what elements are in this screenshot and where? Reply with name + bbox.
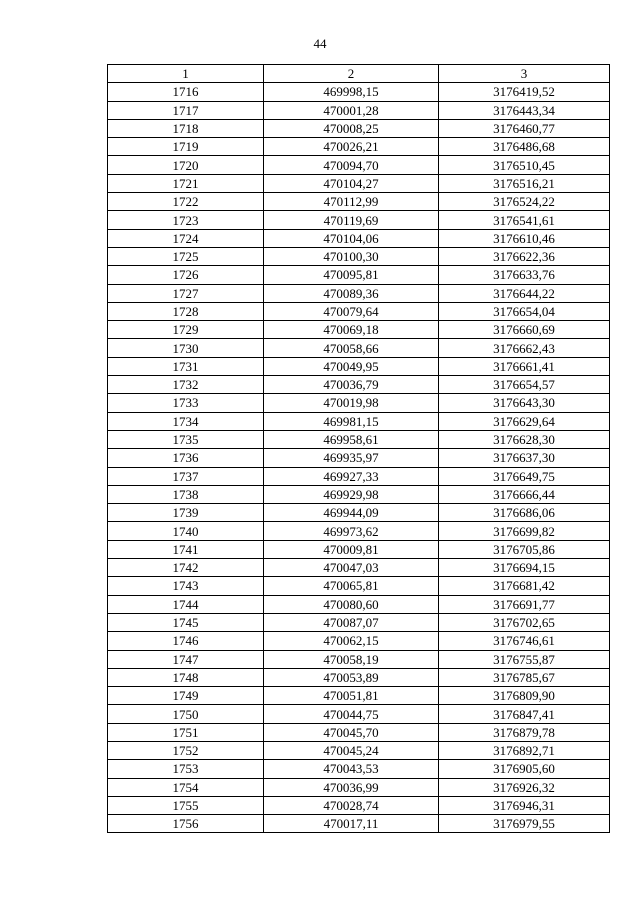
x-coordinate-cell: 470049,95 [264, 357, 439, 375]
y-coordinate-cell: 3176691,77 [439, 595, 610, 613]
x-coordinate-cell: 470119,69 [264, 211, 439, 229]
table-row [108, 284, 610, 302]
table-row [108, 266, 610, 284]
x-coordinate-cell: 469981,15 [264, 412, 439, 430]
table-row [108, 83, 610, 101]
point-number-cell: 1750 [108, 705, 264, 723]
point-number-cell: 1724 [108, 229, 264, 247]
point-number-cell: 1730 [108, 339, 264, 357]
y-coordinate-cell: 3176510,45 [439, 156, 610, 174]
x-coordinate-cell: 470028,74 [264, 796, 439, 814]
point-number-cell: 1744 [108, 595, 264, 613]
table-row [108, 119, 610, 137]
point-number-cell: 1736 [108, 449, 264, 467]
y-coordinate-cell: 3176644,22 [439, 284, 610, 302]
point-number-cell: 1723 [108, 211, 264, 229]
table-row [108, 632, 610, 650]
point-number-cell: 1718 [108, 119, 264, 137]
table-row [108, 302, 610, 320]
table-row [108, 522, 610, 540]
table-row [108, 101, 610, 119]
table-row [108, 412, 610, 430]
page-number: 44 [313, 36, 327, 51]
table-row [108, 211, 610, 229]
y-coordinate-cell: 3176443,34 [439, 101, 610, 119]
y-coordinate-cell: 3176662,43 [439, 339, 610, 357]
table-row [108, 504, 610, 522]
point-number-cell: 1726 [108, 266, 264, 284]
coordinates-table [107, 64, 610, 833]
y-coordinate-cell: 3176681,42 [439, 577, 610, 595]
y-coordinate-cell: 3176702,65 [439, 613, 610, 631]
x-coordinate-cell: 470079,64 [264, 302, 439, 320]
x-coordinate-cell: 470019,98 [264, 394, 439, 412]
y-coordinate-cell: 3176661,41 [439, 357, 610, 375]
column-header-3: 3 [439, 65, 610, 83]
table-row [108, 815, 610, 833]
y-coordinate-cell: 3176755,87 [439, 650, 610, 668]
y-coordinate-cell: 3176705,86 [439, 540, 610, 558]
y-coordinate-cell: 3176694,15 [439, 559, 610, 577]
point-number-cell: 1743 [108, 577, 264, 595]
y-coordinate-cell: 3176946,31 [439, 796, 610, 814]
point-number-cell: 1731 [108, 357, 264, 375]
point-number-cell: 1733 [108, 394, 264, 412]
table-row [108, 394, 610, 412]
table-row [108, 467, 610, 485]
point-number-cell: 1753 [108, 760, 264, 778]
table-row [108, 321, 610, 339]
y-coordinate-cell: 3176654,04 [439, 302, 610, 320]
x-coordinate-cell: 470017,11 [264, 815, 439, 833]
point-number-cell: 1751 [108, 723, 264, 741]
table-row [108, 796, 610, 814]
table-row [108, 193, 610, 211]
table-row [108, 449, 610, 467]
table-header [108, 65, 610, 83]
table-row [108, 430, 610, 448]
y-coordinate-cell: 3176686,06 [439, 504, 610, 522]
point-number-cell: 1746 [108, 632, 264, 650]
x-coordinate-cell: 470053,89 [264, 668, 439, 686]
table-row [108, 595, 610, 613]
y-coordinate-cell: 3176649,75 [439, 467, 610, 485]
x-coordinate-cell: 470009,81 [264, 540, 439, 558]
x-coordinate-cell: 470104,27 [264, 174, 439, 192]
y-coordinate-cell: 3176809,90 [439, 687, 610, 705]
x-coordinate-cell: 470087,07 [264, 613, 439, 631]
table-row [108, 540, 610, 558]
y-coordinate-cell: 3176637,30 [439, 449, 610, 467]
x-coordinate-cell: 469998,15 [264, 83, 439, 101]
x-coordinate-cell: 469973,62 [264, 522, 439, 540]
x-coordinate-cell: 470080,60 [264, 595, 439, 613]
y-coordinate-cell: 3176486,68 [439, 138, 610, 156]
point-number-cell: 1727 [108, 284, 264, 302]
y-coordinate-cell: 3176660,69 [439, 321, 610, 339]
table-row [108, 156, 610, 174]
point-number-cell: 1719 [108, 138, 264, 156]
x-coordinate-cell: 470043,53 [264, 760, 439, 778]
x-coordinate-cell: 470065,81 [264, 577, 439, 595]
point-number-cell: 1722 [108, 193, 264, 211]
x-coordinate-cell: 470036,79 [264, 376, 439, 394]
y-coordinate-cell: 3176419,52 [439, 83, 610, 101]
point-number-cell: 1738 [108, 485, 264, 503]
table-row [108, 760, 610, 778]
x-coordinate-cell: 469927,33 [264, 467, 439, 485]
table-row [108, 339, 610, 357]
y-coordinate-cell: 3176979,55 [439, 815, 610, 833]
y-coordinate-cell: 3176516,21 [439, 174, 610, 192]
point-number-cell: 1732 [108, 376, 264, 394]
y-coordinate-cell: 3176699,82 [439, 522, 610, 540]
x-coordinate-cell: 470036,99 [264, 778, 439, 796]
table-row [108, 705, 610, 723]
x-coordinate-cell: 470104,06 [264, 229, 439, 247]
point-number-cell: 1756 [108, 815, 264, 833]
point-number-cell: 1748 [108, 668, 264, 686]
table-row [108, 485, 610, 503]
table-row [108, 577, 610, 595]
x-coordinate-cell: 470045,24 [264, 741, 439, 759]
x-coordinate-cell: 470001,28 [264, 101, 439, 119]
table-row [108, 741, 610, 759]
y-coordinate-cell: 3176524,22 [439, 193, 610, 211]
x-coordinate-cell: 469944,09 [264, 504, 439, 522]
y-coordinate-cell: 3176460,77 [439, 119, 610, 137]
x-coordinate-cell: 470089,36 [264, 284, 439, 302]
column-header-1: 1 [108, 65, 264, 83]
y-coordinate-cell: 3176847,41 [439, 705, 610, 723]
y-coordinate-cell: 3176666,44 [439, 485, 610, 503]
table-row [108, 559, 610, 577]
table-row [108, 376, 610, 394]
x-coordinate-cell: 470044,75 [264, 705, 439, 723]
y-coordinate-cell: 3176643,30 [439, 394, 610, 412]
y-coordinate-cell: 3176879,78 [439, 723, 610, 741]
y-coordinate-cell: 3176628,30 [439, 430, 610, 448]
y-coordinate-cell: 3176654,57 [439, 376, 610, 394]
x-coordinate-cell: 470094,70 [264, 156, 439, 174]
header-row [108, 65, 610, 83]
point-number-cell: 1725 [108, 247, 264, 265]
point-number-cell: 1752 [108, 741, 264, 759]
y-coordinate-cell: 3176610,46 [439, 229, 610, 247]
point-number-cell: 1720 [108, 156, 264, 174]
table-row [108, 650, 610, 668]
point-number-cell: 1749 [108, 687, 264, 705]
table-row [108, 723, 610, 741]
table-body [108, 83, 610, 833]
point-number-cell: 1737 [108, 467, 264, 485]
table-row [108, 138, 610, 156]
table-row [108, 229, 610, 247]
y-coordinate-cell: 3176892,71 [439, 741, 610, 759]
y-coordinate-cell: 3176629,64 [439, 412, 610, 430]
table-row [108, 668, 610, 686]
x-coordinate-cell: 469958,61 [264, 430, 439, 448]
x-coordinate-cell: 470058,19 [264, 650, 439, 668]
y-coordinate-cell: 3176541,61 [439, 211, 610, 229]
point-number-cell: 1717 [108, 101, 264, 119]
point-number-cell: 1740 [108, 522, 264, 540]
x-coordinate-cell: 470069,18 [264, 321, 439, 339]
x-coordinate-cell: 470026,21 [264, 138, 439, 156]
point-number-cell: 1739 [108, 504, 264, 522]
x-coordinate-cell: 470062,15 [264, 632, 439, 650]
point-number-cell: 1745 [108, 613, 264, 631]
x-coordinate-cell: 470045,70 [264, 723, 439, 741]
table-row [108, 174, 610, 192]
point-number-cell: 1741 [108, 540, 264, 558]
point-number-cell: 1728 [108, 302, 264, 320]
point-number-cell: 1729 [108, 321, 264, 339]
table-row [108, 613, 610, 631]
table-row [108, 247, 610, 265]
y-coordinate-cell: 3176926,32 [439, 778, 610, 796]
y-coordinate-cell: 3176746,61 [439, 632, 610, 650]
point-number-cell: 1754 [108, 778, 264, 796]
x-coordinate-cell: 470100,30 [264, 247, 439, 265]
x-coordinate-cell: 470058,66 [264, 339, 439, 357]
x-coordinate-cell: 469935,97 [264, 449, 439, 467]
point-number-cell: 1755 [108, 796, 264, 814]
table-row [108, 778, 610, 796]
x-coordinate-cell: 470112,99 [264, 193, 439, 211]
y-coordinate-cell: 3176905,60 [439, 760, 610, 778]
x-coordinate-cell: 470047,03 [264, 559, 439, 577]
table-row [108, 357, 610, 375]
y-coordinate-cell: 3176785,67 [439, 668, 610, 686]
table-row [108, 687, 610, 705]
point-number-cell: 1734 [108, 412, 264, 430]
x-coordinate-cell: 469929,98 [264, 485, 439, 503]
y-coordinate-cell: 3176622,36 [439, 247, 610, 265]
point-number-cell: 1747 [108, 650, 264, 668]
x-coordinate-cell: 470008,25 [264, 119, 439, 137]
x-coordinate-cell: 470095,81 [264, 266, 439, 284]
point-number-cell: 1735 [108, 430, 264, 448]
point-number-cell: 1742 [108, 559, 264, 577]
point-number-cell: 1716 [108, 83, 264, 101]
point-number-cell: 1721 [108, 174, 264, 192]
column-header-2: 2 [264, 65, 439, 83]
y-coordinate-cell: 3176633,76 [439, 266, 610, 284]
x-coordinate-cell: 470051,81 [264, 687, 439, 705]
